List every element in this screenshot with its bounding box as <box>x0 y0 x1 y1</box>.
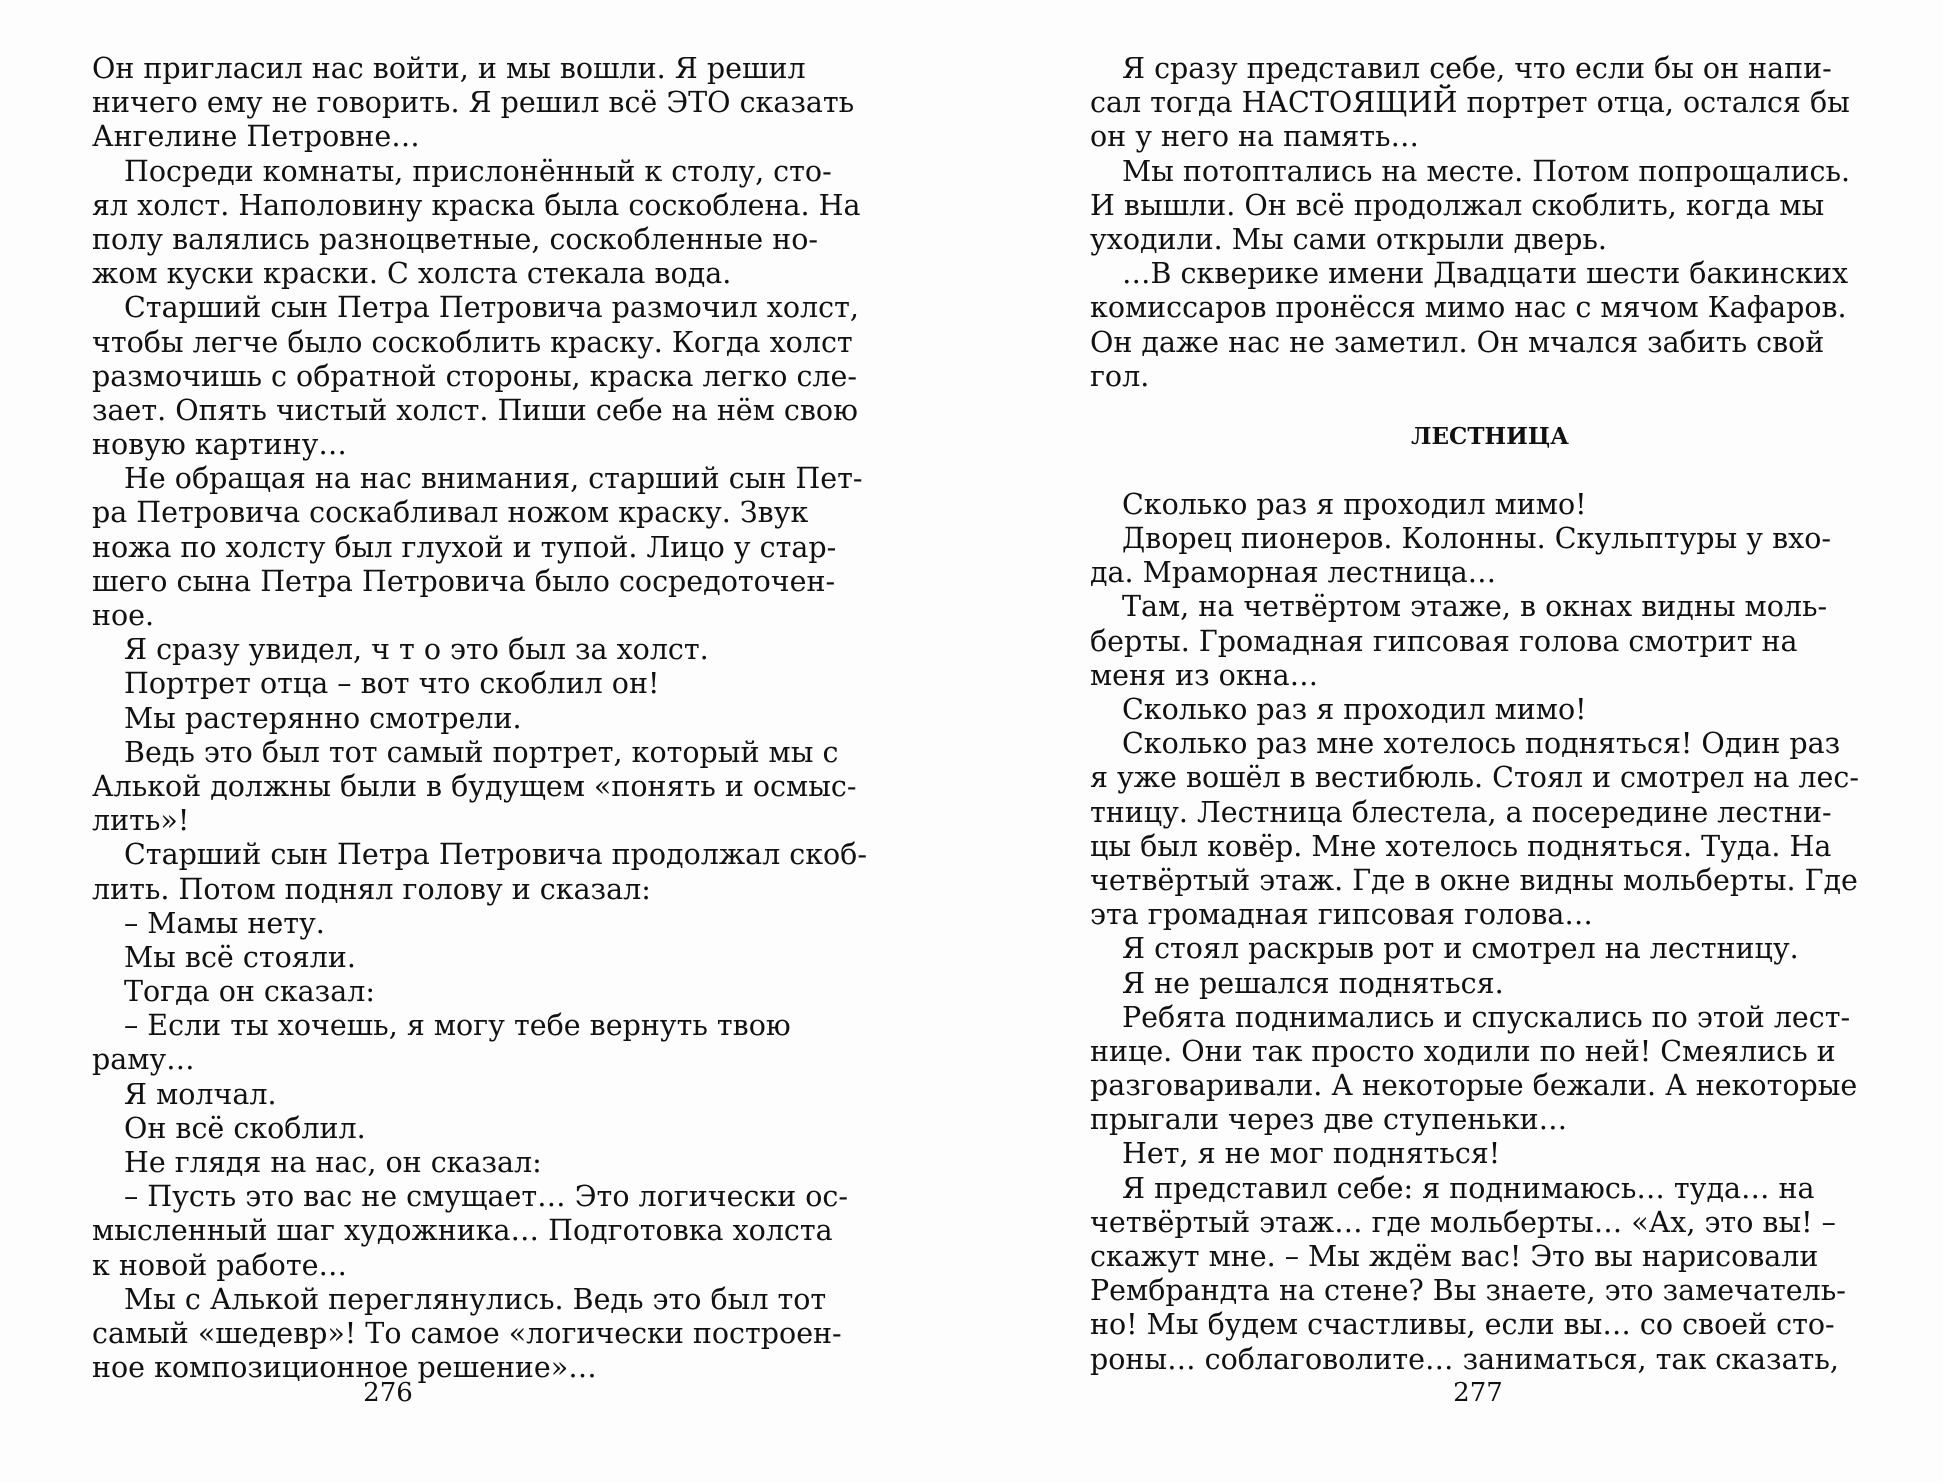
left-page <box>92 52 892 1452</box>
text-line: раму… <box>92 1043 195 1077</box>
text-line: Алькой должны были в будущем «понять и осмыс- <box>92 769 857 803</box>
text-line: Я сразу увидел, ч т о это был за холст. <box>124 633 709 667</box>
text-line: – Если ты хочешь, я могу тебе вернуть твою <box>124 1009 791 1043</box>
text-line: разговаривали. А некоторые бежали. А некоторые <box>1090 1069 1858 1103</box>
text-line: Посреди комнаты, прислонённый к столу, сто- <box>124 154 832 188</box>
text-line: цы был ковёр. Мне хотелось подняться. Туда. На <box>1090 829 1832 863</box>
text-line: новую картину… <box>92 428 347 462</box>
text-line: Он пригласил нас войти, и мы вошли. Я решил <box>92 52 806 85</box>
text-line: самый «шедевр»! То самое «логически построен- <box>92 1316 842 1350</box>
text-line: лить. Потом поднял голову и сказал: <box>92 872 651 906</box>
text-line: четвёртый этаж… где мольберты… «Ах, это вы! – <box>1090 1205 1836 1239</box>
text-line: Я сразу представил себе, что если бы он напи- <box>1122 52 1832 85</box>
text-line: Портрет отца – вот что скоблил он! <box>124 667 660 701</box>
text-line: чтобы легче было соскоблить краску. Когда холст <box>92 325 853 359</box>
text-line: тницу. Лестница блестела, а посередине лестни- <box>1090 795 1832 829</box>
text-line: Старший сын Петра Петровича размочил холст, <box>124 291 859 325</box>
text-line: Сколько раз я проходил мимо! <box>1122 693 1587 726</box>
text-line: ное. <box>92 599 155 632</box>
text-line: зает. Опять чистый холст. Пиши себе на нём свою <box>92 393 858 427</box>
text-line: шего сына Петра Петровича было сосредоточен- <box>92 564 836 598</box>
text-line: я уже вошёл в вестибюль. Стоял и смотрел на лес- <box>1090 761 1859 795</box>
right-page-number: 277 <box>1453 1378 1503 1408</box>
text-line: Не глядя на нас, он сказал: <box>124 1146 542 1179</box>
text-line: ничего ему не говорить. Я решил всё ЭТО сказать <box>92 86 855 120</box>
right-page <box>1090 52 1890 1452</box>
text-line: гол. <box>1090 359 1150 393</box>
text-line: Я не решался подняться. <box>1122 966 1504 1000</box>
text-line: Мы всё стояли. <box>124 940 356 974</box>
text-line: Ребята поднимались и спускались по этой лест- <box>1122 1000 1851 1034</box>
text-line: но! Мы будем счастливы, если вы… со своей сто- <box>1090 1308 1835 1342</box>
text-line: жом куски краски. С холста стекала вода. <box>92 257 732 291</box>
text-line: Я молчал. <box>124 1077 277 1111</box>
text-line: Я представил себе: я поднимаюсь… туда… на <box>1122 1171 1815 1205</box>
left-page-text <box>92 52 892 1385</box>
text-line: ное композиционное решение»… <box>92 1351 597 1385</box>
text-line: мысленный шаг художника… Подготовка холста <box>92 1214 833 1248</box>
text-line: он у него на память… <box>1090 120 1420 154</box>
text-line: ял холст. Наполовину краска была соскоблена. На <box>92 188 861 222</box>
text-line: Сколько раз мне хотелось подняться! Один раз <box>1122 727 1841 761</box>
text-line: нице. Они так просто ходили по ней! Смеялись и <box>1090 1034 1836 1068</box>
text-line: уходили. Мы сами открыли дверь. <box>1090 222 1607 256</box>
text-line: роны… соблаговолите… заниматься, так сказать, <box>1090 1342 1839 1376</box>
text-line: Сколько раз я проходил мимо! <box>1122 487 1587 521</box>
text-line: Нет, я не мог подняться! <box>1122 1137 1501 1171</box>
text-line: полу валялись разноцветные, соскобленные но- <box>92 222 819 256</box>
text-line: …В скверике имени Двадцати шести бакинских <box>1122 257 1849 291</box>
text-line: Ангелине Петровне… <box>92 120 420 154</box>
text-line: меня из окна… <box>1090 658 1319 692</box>
text-line: да. Мраморная лестница… <box>1090 556 1497 590</box>
text-line: Рембрандта на стене? Вы знаете, это замечатель- <box>1090 1274 1846 1308</box>
text-line: Мы потоптались на месте. Потом попрощались. <box>1122 154 1851 188</box>
text-line: прыгали через две ступеньки… <box>1090 1103 1568 1137</box>
text-line: Он даже нас не заметил. Он мчался забить свой <box>1090 325 1825 359</box>
text-line: лить»! <box>92 804 190 838</box>
text-line: скажут мне. – Мы ждём вас! Это вы нарисовали <box>1090 1240 1819 1273</box>
text-line: Там, на четвёртом этаже, в окнах видны моль- <box>1122 590 1828 624</box>
text-line: Старший сын Петра Петровича продолжал скоб- <box>124 838 867 872</box>
text-line: берты. Громадная гипсовая голова смотрит на <box>1090 624 1798 658</box>
text-line: сал тогда НАСТОЯЩИЙ портрет отца, остался бы <box>1090 86 1850 120</box>
chapter-heading: ЛЕСТНИЦА <box>1411 422 1569 450</box>
text-line: размочишь с обратной стороны, краска легко сле- <box>92 359 858 393</box>
text-line: Не обращая на нас внимания, старший сын Пет- <box>124 462 863 496</box>
text-line: Я стоял раскрыв рот и смотрел на лестницу. <box>1122 932 1799 966</box>
text-line: – Пусть это вас не смущает… Это логически ос- <box>124 1180 849 1214</box>
text-line: – Мамы нету. <box>124 906 325 940</box>
text-line: Дворец пионеров. Колонны. Скульптуры у вхо- <box>1122 522 1831 556</box>
text-line: Он всё скоблил. <box>124 1111 366 1145</box>
right-page-text-top <box>1090 52 1890 394</box>
text-line: ра Петровича соскабливал ножом краску. Звук <box>92 496 809 530</box>
text-line: Мы растерянно смотрели. <box>124 701 522 735</box>
text-line: четвёртый этаж. Где в окне видны мольберты. Где <box>1090 863 1858 897</box>
left-page-number: 276 <box>363 1378 413 1408</box>
text-line: к новой работе… <box>92 1248 347 1282</box>
text-line: эта громадная гипсовая голова… <box>1090 898 1593 932</box>
text-line: И вышли. Он всё продолжал скоблить, когда мы <box>1090 188 1825 222</box>
right-page-text-bottom <box>1090 488 1890 1377</box>
text-line: Тогда он сказал: <box>124 975 375 1009</box>
text-line: ножа по холсту был глухой и тупой. Лицо у стар- <box>92 530 837 564</box>
text-line: Мы с Алькой переглянулись. Ведь это был тот <box>124 1282 827 1316</box>
text-line: Ведь это был тот самый портрет, который мы с <box>124 735 839 769</box>
text-line: комиссаров пронёсся мимо нас с мячом Кафаров. <box>1090 291 1847 325</box>
